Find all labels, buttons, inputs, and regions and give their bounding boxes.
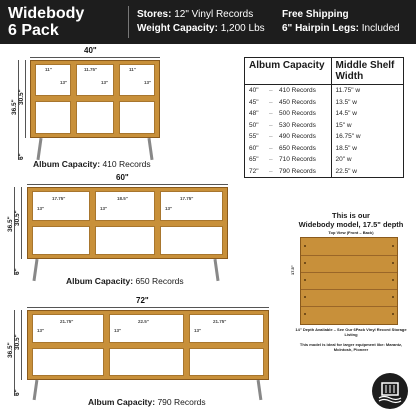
shelf-width-cell: 15" w [335,121,352,129]
unit-72-height-label: 36.5" [7,342,14,358]
record-count: 530 Records [279,121,316,129]
unit-40-cell-width: 11" [129,67,136,72]
record-count: 650 Records [279,144,316,152]
screw-dot [304,296,306,298]
unit-60-cell [95,226,155,255]
screw-dot [392,296,394,298]
unit-40-inner-label: 30.5" [18,89,25,105]
screw-dot [304,279,306,281]
unit-40-cell [119,101,155,134]
unit-60-cell-width: 18.5" [117,196,128,201]
product-title [8,5,84,39]
separator-dash: – [269,144,273,152]
screw-dot [304,313,306,315]
screw-dot [304,245,306,247]
unit-60-cell [160,226,223,255]
cabinet-length: 65" [249,156,259,163]
cabinet-length: 72" [249,167,259,175]
unit-72-capacity [88,397,206,407]
unit-60-cell-width: 17.75" [180,196,194,201]
unit-72-width-label: 72" [136,296,149,305]
unit-60-width-label: 60" [116,173,129,182]
table-header-row [245,58,403,85]
capacity-cell [245,154,331,166]
unit-60-height-line [14,187,15,275]
widebody-title-2: Widebody model, 17.5" depth [298,220,404,229]
unit-60-cell-width: 17.75" [52,196,66,201]
title-line-1: Widebody [8,5,85,22]
unit-40-cell-width: 11.75" [84,67,98,72]
weight-label: Weight Capacity: [137,23,218,34]
unit-72-cell-height: 13" [194,328,202,333]
legs-value: Included [361,23,400,34]
unit-40-inner-line [25,60,26,138]
record-crate-icon [372,373,408,409]
unit-60-leg [213,259,219,281]
unit-40-cell [76,101,114,134]
separator-dash: – [269,156,273,163]
capacity-cell [245,166,331,178]
unit-40-cell-height: 13" [101,80,109,85]
unit-60-width-line [27,184,228,185]
table-row [245,97,403,109]
table-row [245,85,403,97]
unit-72-height-line [14,310,15,396]
plank-seam [301,272,397,273]
record-count: 710 Records [279,156,316,163]
unit-72-inner-line [21,310,22,380]
legs-label: 6" Hairpin Legs: [282,23,359,34]
screw-dot [392,313,394,315]
stores-spec [137,8,265,22]
separator-dash: – [269,110,273,117]
shelf-width-cell: 14.5" w [335,110,357,117]
unit-60-capacity [66,276,184,286]
record-count: 500 Records [279,110,316,117]
separator-dash: – [269,167,273,175]
header-specs [137,8,265,36]
weight-value: 1,200 Lbs [220,23,265,34]
unit-40-width-label: 40" [84,46,97,55]
separator-dash: – [269,98,273,106]
separator-dash: – [269,87,273,94]
record-count: 410 Records [279,87,316,94]
legs-spec [282,22,400,36]
widebody-title-1: This is our [332,211,370,220]
unit-60-inner-line [21,187,22,259]
unit-72-cell [32,348,104,376]
shelf-width-cell: 20" w [335,156,352,163]
capacity-cell [245,120,331,132]
unit-60-capacity-value: 650 Records [135,276,184,286]
title-line-2: 6 Pack [8,22,59,39]
unit-40-leg-label: 6" [18,153,25,160]
shelf-width-cell: 16.75" w [335,133,361,140]
plank-seam [301,306,397,307]
stores-label: Stores: [137,9,172,20]
capacity-cell [245,97,331,109]
record-count: 450 Records [279,98,316,106]
separator-dash: – [269,121,273,129]
cabinet-length: 48" [249,110,259,117]
unit-40-cell-height: 13" [60,80,68,85]
unit-40-capacity-value: 410 Records [102,159,151,169]
unit-72-capacity-label: Album Capacity: [88,397,156,407]
unit-72-leg [257,380,263,400]
header-shipping [282,8,400,36]
unit-72-capacity-value: 790 Records [157,397,206,407]
screw-dot [392,279,394,281]
screw-dot [392,262,394,264]
shelf-width-cell: 11.75" w [335,87,361,94]
weight-spec [137,22,265,36]
separator-dash: – [269,133,273,140]
unit-40-leg [36,138,42,160]
cabinet-length: 50" [249,121,259,129]
unit-40-capacity [33,159,151,169]
unit-40-height-label: 36.5" [11,99,18,115]
table-row [245,120,403,132]
widebody-top-view [300,237,398,325]
unit-60-leg-label: 6" [14,268,21,275]
screw-dot [304,262,306,264]
unit-40-width-line [30,57,160,58]
capacity-cell [245,143,331,155]
unit-72-width-line [27,307,269,308]
shelf-width-cell: 22.5" w [335,167,357,175]
unit-60-cell-height: 13" [100,206,108,211]
col-album-capacity: Album Capacity [245,58,331,85]
table-row [245,166,403,178]
unit-72-cell-height: 13" [37,328,45,333]
plank-seam [301,289,397,290]
col-middle-shelf-width: Middle Shelf Width [331,58,403,85]
cabinet-length: 45" [249,98,259,106]
unit-60-cell [32,226,90,255]
widebody-note-depth: 14" Depth Available – See Our 6Pack Vinyl Record Storage Listing [295,327,407,337]
brand-logo [372,373,408,409]
unit-60-leg [32,259,38,281]
table-row [245,143,403,155]
capacity-table [244,57,404,178]
capacity-cell [245,108,331,120]
header-banner [0,0,416,44]
unit-60-height-label: 36.5" [7,216,14,232]
record-count: 490 Records [279,133,316,140]
table-row [245,154,403,166]
widebody-note-equipment: This model is ideal for larger equipment like: Marantz, McIntosh, Pioneer [299,342,403,352]
unit-40-cell [35,101,71,134]
shelf-width-cell: 13.5" w [335,98,357,106]
screw-dot [392,245,394,247]
unit-72-leg-label: 6" [14,389,21,396]
capacity-cell [245,85,331,97]
unit-72-cell-width: 22.5" [138,319,149,324]
table-row [245,108,403,120]
unit-40-height-line [18,60,19,160]
shipping-label: Free Shipping [282,9,349,20]
unit-72-cell-width: 21.75" [60,319,74,324]
unit-72-leg [33,380,39,400]
cabinet-length: 55" [249,133,259,140]
stores-value: 12" Vinyl Records [174,9,254,20]
record-count: 790 Records [279,167,316,175]
unit-60-inner-label: 30.5" [14,210,21,226]
header-divider [128,6,129,38]
unit-60-cell-height: 13" [37,206,45,211]
widebody-depth: 17.5" [290,265,295,275]
unit-72-cell [109,348,184,376]
plank-seam [301,255,397,256]
unit-40-leg [147,138,153,160]
unit-40-cell-width: 11" [45,67,52,72]
cabinet-length: 40" [249,87,259,94]
shelf-width-cell: 18.5" w [335,144,357,152]
unit-40-capacity-label: Album Capacity: [33,159,101,169]
capacity-cell [245,131,331,143]
unit-60-cell-height: 13" [165,206,173,211]
cabinet-length: 60" [249,144,259,152]
widebody-subtitle: Top View (Front – Back) [328,230,374,235]
unit-72-inner-label: 30.5" [14,334,21,350]
unit-60-capacity-label: Album Capacity: [66,276,134,286]
unit-40-cell-height: 13" [144,80,152,85]
unit-72-cell [189,348,264,376]
unit-72-cell-height: 13" [114,328,122,333]
table-row [245,131,403,143]
unit-72-cell-width: 21.75" [213,319,227,324]
widebody-title [290,211,412,229]
